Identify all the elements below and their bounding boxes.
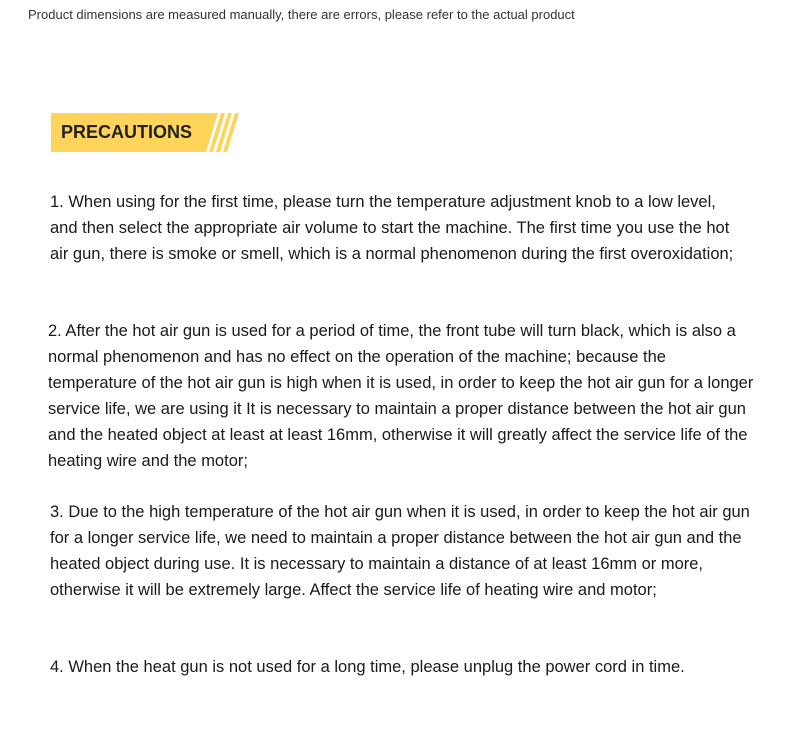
heading-label-box	[51, 113, 204, 152]
precaution-paragraph-4: 4. When the heat gun is not used for a long time, please unplug the power cord in time.	[50, 658, 685, 676]
section-heading	[51, 113, 244, 152]
precaution-paragraph-1: 1. When using for the first time, please turn the temperature adjustment knob to a low level, and then select the appropriate air volume to start the machine. The first time you use the hot air gun, there is smoke or smell, which is a normal phenomenon during the first overoxidation;	[50, 193, 734, 263]
slash-stripes-icon	[200, 113, 244, 152]
heading-title: PRECAUTIONS	[61, 122, 193, 142]
precaution-paragraph-3: 3. Due to the high temperature of the hot air gun when it is used, in order to keep the hot air gun for a longer service life, we need to maintain a proper distance between the hot air gun and the heated object during use. It is necessary to maintain a distance of at least 16mm or more, otherwise it will be extremely large. Affect the service life of heating wire and motor;	[50, 503, 750, 599]
precaution-paragraph-2: 2. After the hot air gun is used for a period of time, the front tube will turn black, which is also a normal phenomenon and has no effect on the operation of the machine; because the temperature of the hot air gun is high when it is used, in order to keep the hot air gun for a longer service life, we are using it It is necessary to maintain a proper distance between the hot air gun and the heated object at least at least 16mm, otherwise it will greatly affect the service life of the heating wire and the motor;	[48, 322, 754, 470]
dimensions-disclaimer: Product dimensions are measured manually, there are errors, please refer to the actual product	[28, 7, 575, 22]
